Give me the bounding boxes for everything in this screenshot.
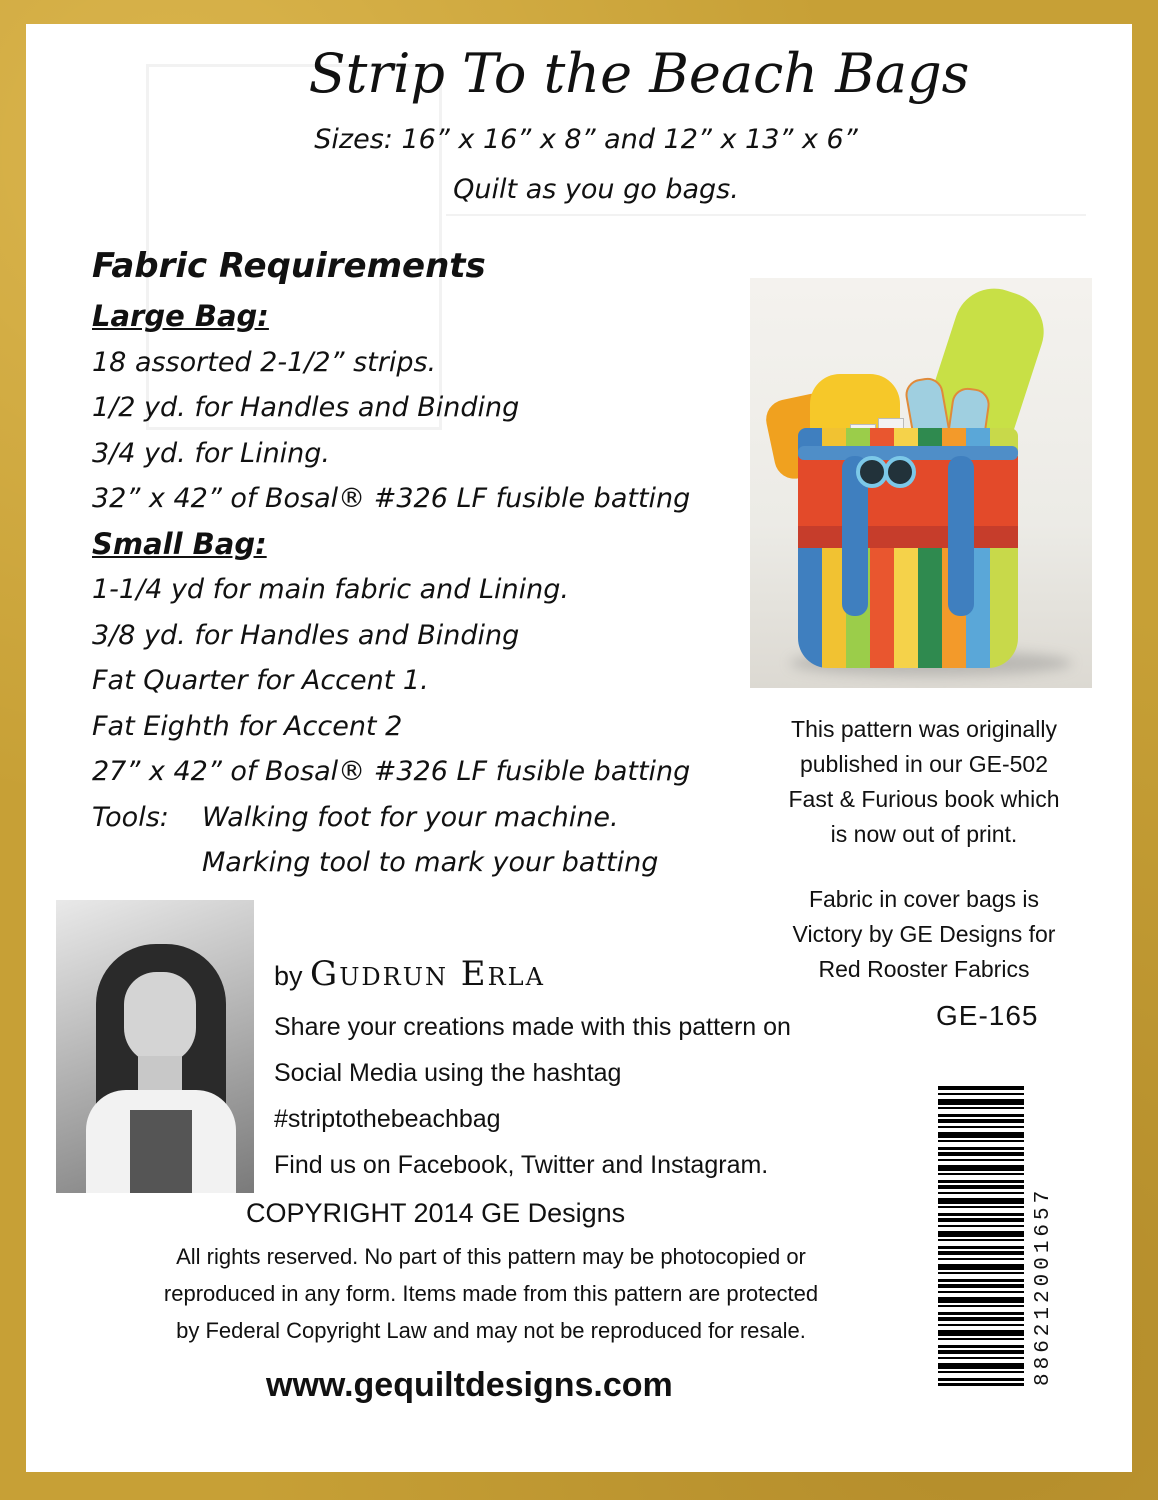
list-item: 18 assorted 2-1/2” strips. — [92, 346, 437, 378]
list-item: 27” x 42” of Bosal® #326 LF fusible batting — [92, 756, 691, 787]
tool-item: Walking foot for your machine. — [202, 801, 619, 833]
list-item: 3/4 yd. for Lining. — [92, 437, 331, 469]
list-item: Fat Eighth for Accent 2 — [92, 710, 403, 742]
pattern-code: GE-165 — [936, 1000, 1039, 1031]
bag-sizes: Sizes: 16” x 16” x 8” and 12” x 13” x 6” — [314, 124, 858, 155]
requirements-heading: Fabric Requirements — [92, 246, 486, 286]
tools-row — [92, 840, 772, 886]
list-item: 32” x 42” of Bosal® #326 LF fusible batting — [92, 483, 691, 514]
author-photo — [56, 900, 254, 1193]
rights-notice: All rights reserved. No part of this pattern may be photocopied or reproduced in any form. Items made from this pattern are protected by Federal Copyright Law and may not be reproduced for resale. — [163, 1244, 819, 1343]
list-item: 1-1/4 yd for main fabric and Lining. — [92, 574, 569, 605]
barcode — [938, 1086, 1058, 1446]
ghost-box — [446, 214, 1086, 226]
list-item: Fat Quarter for Accent 1. — [92, 665, 429, 696]
sunglasses — [856, 456, 912, 482]
list-item: 3/8 yd. for Handles and Binding — [92, 619, 520, 651]
page-title: Strip To the Beach Bags — [308, 42, 970, 105]
fabric-note: Fabric in cover bags is Victory by GE Designs for Red Rooster Fabrics — [792, 886, 1056, 982]
requirements-list — [92, 294, 772, 886]
copyright: COPYRIGHT 2014 GE Designs — [246, 1198, 626, 1228]
small-bag-heading: Small Bag: — [92, 526, 267, 561]
tools-label: Tools: — [92, 801, 169, 833]
bag-handle — [948, 456, 974, 616]
author-byline: by Gudrun Erla — [274, 954, 545, 994]
tool-item: Marking tool to mark your batting — [202, 847, 659, 878]
hashtag: #striptothebeachbag — [274, 1105, 501, 1133]
website-link[interactable]: www.gequiltdesigns.com — [266, 1366, 673, 1404]
author-name: Gudrun Erla — [310, 954, 545, 994]
pattern-back-cover — [26, 24, 1132, 1472]
social-share: Share your creations made with this pattern on Social Media using the hashtag #striptothebeachbag Find us on Facebook, Twitter and Instagram. — [274, 1004, 894, 1188]
subtitle: Quilt as you go bags. — [453, 174, 739, 205]
barcode-number: 886212001657 — [1032, 1186, 1055, 1386]
bag-photo — [750, 278, 1092, 688]
tools-row — [92, 795, 772, 841]
original-note: This pattern was originally published in our GE-502 Fast & Furious book which is now out of print. — [788, 716, 1060, 847]
barcode-bars — [938, 1086, 1024, 1386]
list-item: 1/2 yd. for Handles and Binding — [92, 392, 520, 423]
large-bag-heading: Large Bag: — [92, 299, 269, 333]
